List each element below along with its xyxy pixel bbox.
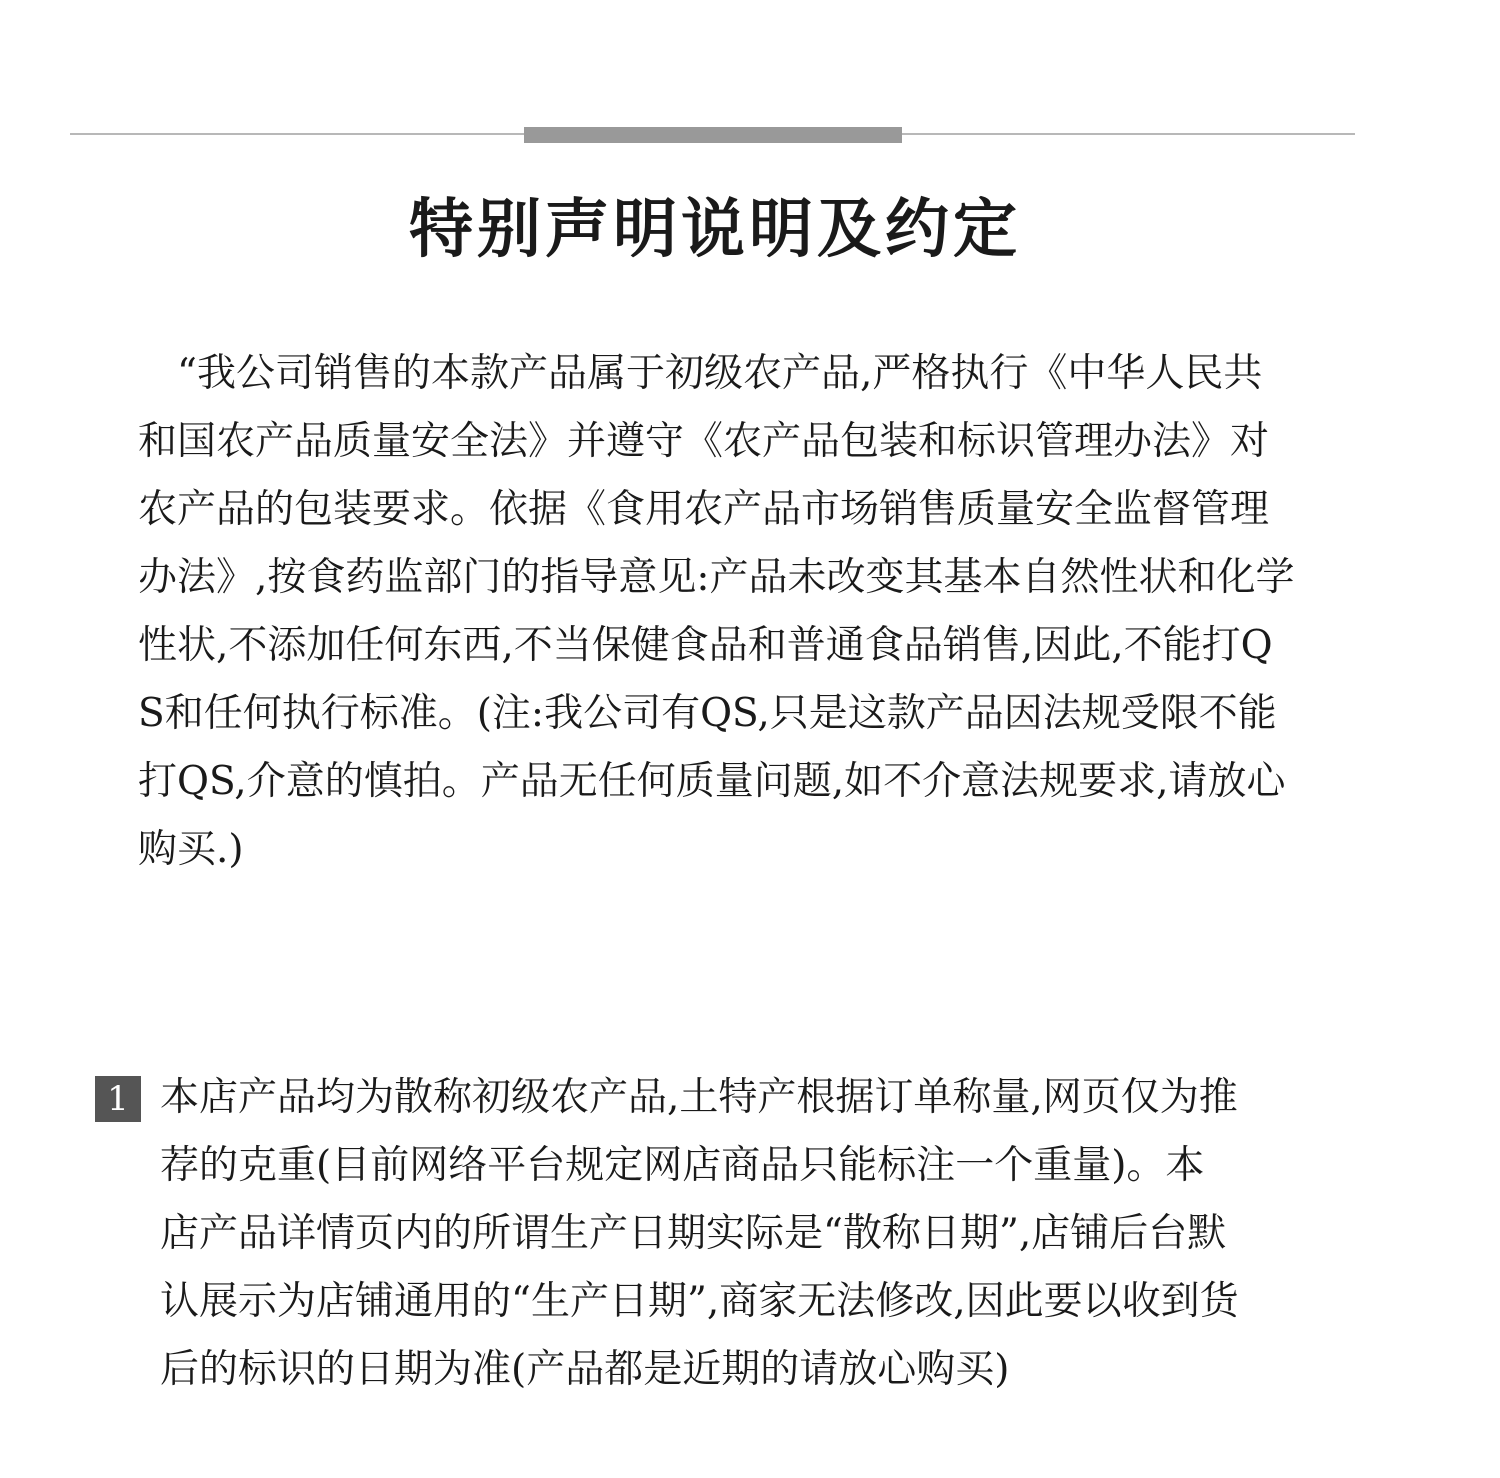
note-text: 本店产品均为散称初级农产品,土特产根据订单称量,网页仅为推荐的克重(目前网络平台规定网店商品只能标注一个重量)。本店产品详情页内的所谓生产日期实际是“散称日期”,店铺后台默认展示为店铺通用的“生产日期”,商家无法修改,因此要以收到货后的标识的日期为准(产品都是近期的请放心购买) (160, 1075, 1239, 1392)
statement-paragraph: “我公司销售的本款产品属于初级农产品,严格执行《中华人民共和国农产品质量安全法》并遵守《农产品包装和标识管理办法》对农产品的包装要求。依据《食用农产品市场销售质量安全监督管理办法》,按食药监部门的指导意见:产品未改变其基本自然性状和化学性状,不添加任何东西,不当保健食品和普通食品销售,因此,不能打QS和任何执行标准。(注:我公司有QS,只是这款产品因法规受限不能打QS,介意的慎拍。产品无任何质量问题,如不介意法规要求,请放心购买.) (138, 351, 1295, 872)
divider-accent-bar (524, 127, 902, 143)
page-title: 特别声明说明及约定 (409, 192, 1021, 267)
note-number-badge: 1 (95, 1076, 141, 1122)
